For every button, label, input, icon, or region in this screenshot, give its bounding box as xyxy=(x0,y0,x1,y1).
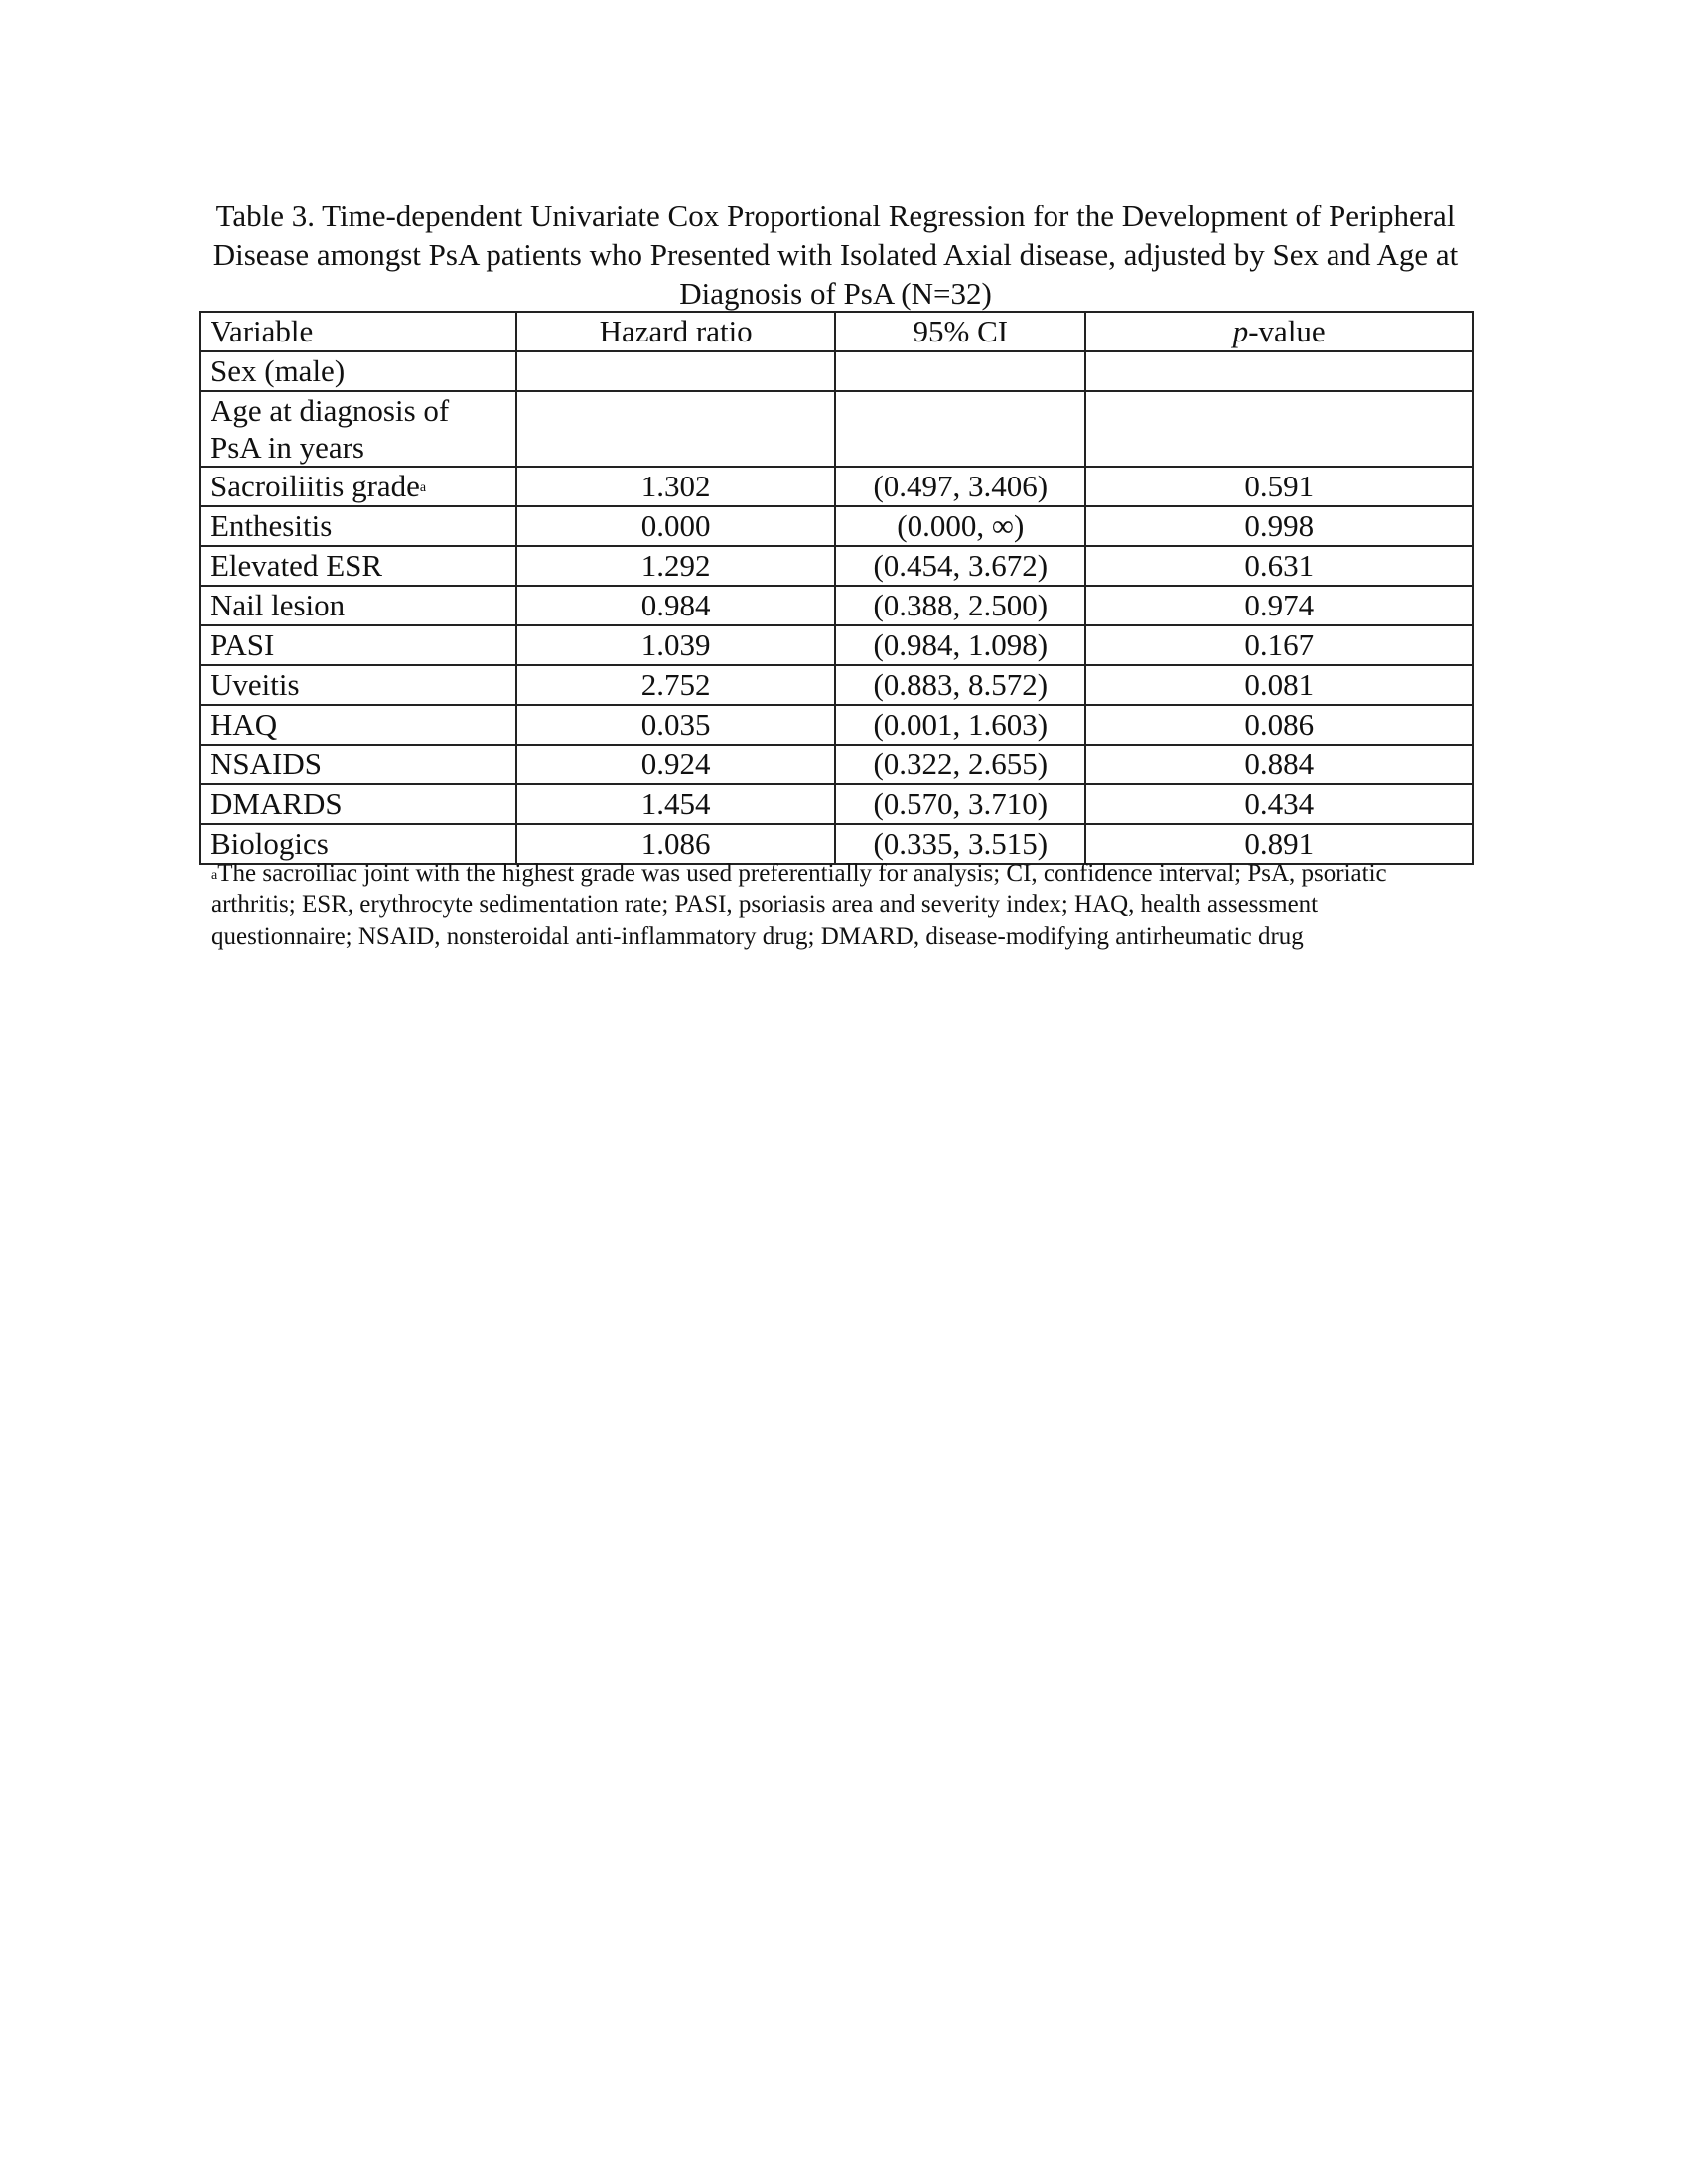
cell-hazard-ratio xyxy=(516,351,835,391)
cell-ci: (0.388, 2.500) xyxy=(835,586,1085,625)
header-hazard-ratio: Hazard ratio xyxy=(516,312,835,351)
cell-p-value: 0.998 xyxy=(1085,506,1473,546)
cell-ci xyxy=(835,351,1085,391)
cell-variable xyxy=(200,546,516,586)
table-row xyxy=(200,546,1473,586)
table-row xyxy=(200,467,1473,506)
table-footnote xyxy=(211,858,1453,953)
table-row xyxy=(200,586,1473,625)
cell-hazard-ratio: 0.984 xyxy=(516,586,835,625)
cell-p-value: 0.086 xyxy=(1085,705,1473,745)
header-ci: 95% CI xyxy=(835,312,1085,351)
p-italic: p xyxy=(1232,314,1249,348)
variable-text: Uveitis xyxy=(211,667,300,702)
cell-variable xyxy=(200,467,516,506)
cell-hazard-ratio: 2.752 xyxy=(516,665,835,705)
cell-hazard-ratio xyxy=(516,391,835,467)
table-row xyxy=(200,784,1473,824)
table-row xyxy=(200,506,1473,546)
results-table xyxy=(199,311,1474,865)
variable-text: HAQ xyxy=(211,707,278,742)
cell-p-value: 0.974 xyxy=(1085,586,1473,625)
table-row xyxy=(200,705,1473,745)
variable-text: NSAIDS xyxy=(211,747,322,781)
cell-variable xyxy=(200,391,516,467)
cell-p-value: 0.167 xyxy=(1085,625,1473,665)
cell-ci: (0.883, 8.572) xyxy=(835,665,1085,705)
cell-hazard-ratio: 1.039 xyxy=(516,625,835,665)
cell-variable xyxy=(200,705,516,745)
cell-variable xyxy=(200,745,516,784)
variable-text: Sex (male) xyxy=(211,353,346,388)
cell-ci: (0.001, 1.603) xyxy=(835,705,1085,745)
cell-ci: (0.322, 2.655) xyxy=(835,745,1085,784)
cell-variable xyxy=(200,351,516,391)
cell-p-value: 0.081 xyxy=(1085,665,1473,705)
cell-variable xyxy=(200,784,516,824)
cell-hazard-ratio: 1.302 xyxy=(516,467,835,506)
cell-variable xyxy=(200,625,516,665)
table-row xyxy=(200,625,1473,665)
variable-text: Enthesitis xyxy=(211,508,333,543)
cell-ci: (0.454, 3.672) xyxy=(835,546,1085,586)
footnote-text: The sacroiliac joint with the highest grade was used preferentially for analysis; CI, confidence interval; PsA, psoriatic arthritis; ESR, erythrocyte sedimentation rate; PASI, psoriasis area and severity index; HAQ, health assessment questionnaire; NSAID, nonsteroidal anti-inflammatory drug; DMARD, disease-modifying antirheumatic drug xyxy=(211,860,1387,950)
cell-hazard-ratio: 0.035 xyxy=(516,705,835,745)
cell-ci: (0.497, 3.406) xyxy=(835,467,1085,506)
cell-ci: (0.000, ∞) xyxy=(835,506,1085,546)
cell-variable xyxy=(200,506,516,546)
variable-text: Biologics xyxy=(211,826,329,861)
cell-ci: (0.335, 3.515) xyxy=(835,824,1085,864)
cell-hazard-ratio: 1.086 xyxy=(516,824,835,864)
superscript-marker: a xyxy=(419,480,427,495)
variable-text: DMARDS xyxy=(211,786,343,821)
table-row xyxy=(200,665,1473,705)
variable-text: PASI xyxy=(211,627,275,662)
p-rest: -value xyxy=(1248,314,1326,348)
variable-text: Nail lesion xyxy=(211,588,346,622)
cell-p-value xyxy=(1085,391,1473,467)
header-variable: Variable xyxy=(200,312,516,351)
variable-text: Age at diagnosis of PsA in years xyxy=(211,393,450,465)
cell-hazard-ratio: 1.292 xyxy=(516,546,835,586)
header-p-value xyxy=(1085,312,1473,351)
variable-text: Elevated ESR xyxy=(211,548,383,583)
cell-p-value: 0.884 xyxy=(1085,745,1473,784)
table-row xyxy=(200,351,1473,391)
cell-p-value: 0.591 xyxy=(1085,467,1473,506)
cell-ci: (0.984, 1.098) xyxy=(835,625,1085,665)
cell-hazard-ratio: 0.924 xyxy=(516,745,835,784)
table-title: Table 3. Time-dependent Univariate Cox Proportional Regression for the Development of Peripheral Disease amongst PsA patients who Presented with Isolated Axial disease, adjusted by Sex and Age at Diagnosis of PsA (N=32) xyxy=(212,199,1459,311)
cell-hazard-ratio: 0.000 xyxy=(516,506,835,546)
variable-text: Sacroiliitis grade xyxy=(211,469,420,503)
table-row xyxy=(200,391,1473,467)
cell-variable xyxy=(200,586,516,625)
cell-hazard-ratio: 1.454 xyxy=(516,784,835,824)
footnote-marker: a xyxy=(211,868,218,883)
cell-variable xyxy=(200,665,516,705)
cell-p-value: 0.434 xyxy=(1085,784,1473,824)
cell-p-value: 0.891 xyxy=(1085,824,1473,864)
cell-p-value: 0.631 xyxy=(1085,546,1473,586)
table-row xyxy=(200,745,1473,784)
cell-p-value xyxy=(1085,351,1473,391)
cell-ci: (0.570, 3.710) xyxy=(835,784,1085,824)
cell-ci xyxy=(835,391,1085,467)
header-row xyxy=(200,312,1473,351)
